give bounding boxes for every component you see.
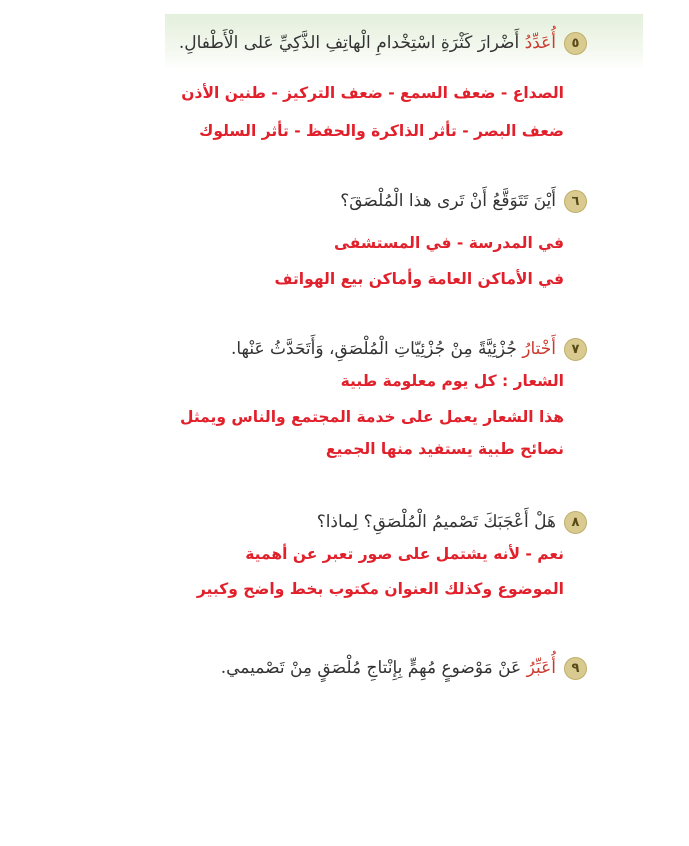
- answer-line: نعم - لأنه يشتمل على صور تعبر عن أهمية: [245, 545, 564, 563]
- answer-line: ضعف البصر - تأثر الذاكرة والحفظ - تأثر السلوك: [199, 122, 564, 140]
- answer-line: الشعار : كل يوم معلومة طبية: [340, 372, 564, 390]
- question-lead-word: أُعَدِّدُ: [524, 33, 556, 53]
- answer-line: في المدرسة - في المستشفى: [334, 234, 564, 252]
- question-number-badge: ٦: [564, 190, 587, 213]
- question-number-badge: ٩: [564, 657, 587, 680]
- question-6: [340, 190, 587, 213]
- question-7: [231, 338, 587, 361]
- question-number-badge: ٧: [564, 338, 587, 361]
- question-text: هَلْ أَعْجَبَكَ تَصْميمُ الْمُلْصَقِ؟ لِماذا؟: [316, 512, 556, 532]
- question-lead-word: أَخْتارُ: [522, 339, 556, 359]
- question-text: أَضْرارَ كَثْرَةِ اسْتِخْدامِ الْهاتِفِ الذَّكِيِّ عَلى الْأَطْفالِ.: [178, 33, 525, 53]
- answer-line: نصائح طبية يستفيد منها الجميع: [325, 440, 564, 458]
- question-number-badge: ٨: [564, 511, 587, 534]
- question-lead-word: أُعَبِّرُ: [526, 658, 556, 678]
- answer-line: الصداع - ضعف السمع - ضعف التركيز - طنين الأذن: [181, 84, 564, 102]
- answer-line: الموضوع وكذلك العنوان مكتوب بخط واضح وكبير: [196, 580, 564, 598]
- question-number-badge: ٥: [564, 32, 587, 55]
- question-text: عَنْ مَوْضوعٍ مُهِمٍّ بِإِنْتاجِ مُلْصَقٍ مِنْ تَصْميمي.: [220, 658, 527, 678]
- question-8: [317, 511, 587, 534]
- answer-line: هذا الشعار يعمل على خدمة المجتمع والناس ويمثل: [179, 408, 564, 426]
- answer-line: في الأماكن العامة وأماكن بيع الهواتف: [274, 270, 564, 288]
- question-text: جُزْئِيَّةً مِنْ جُزْئِيّاتِ الْمُلْصَقِ، وَأَتَحَدَّثُ عَنْها.: [230, 339, 523, 359]
- question-text: أَيْنَ تَتَوَقَّعُ أَنْ تَرى هذا الْمُلْصَقَ؟: [340, 191, 556, 211]
- question-5: [179, 32, 587, 55]
- question-9: [221, 657, 587, 680]
